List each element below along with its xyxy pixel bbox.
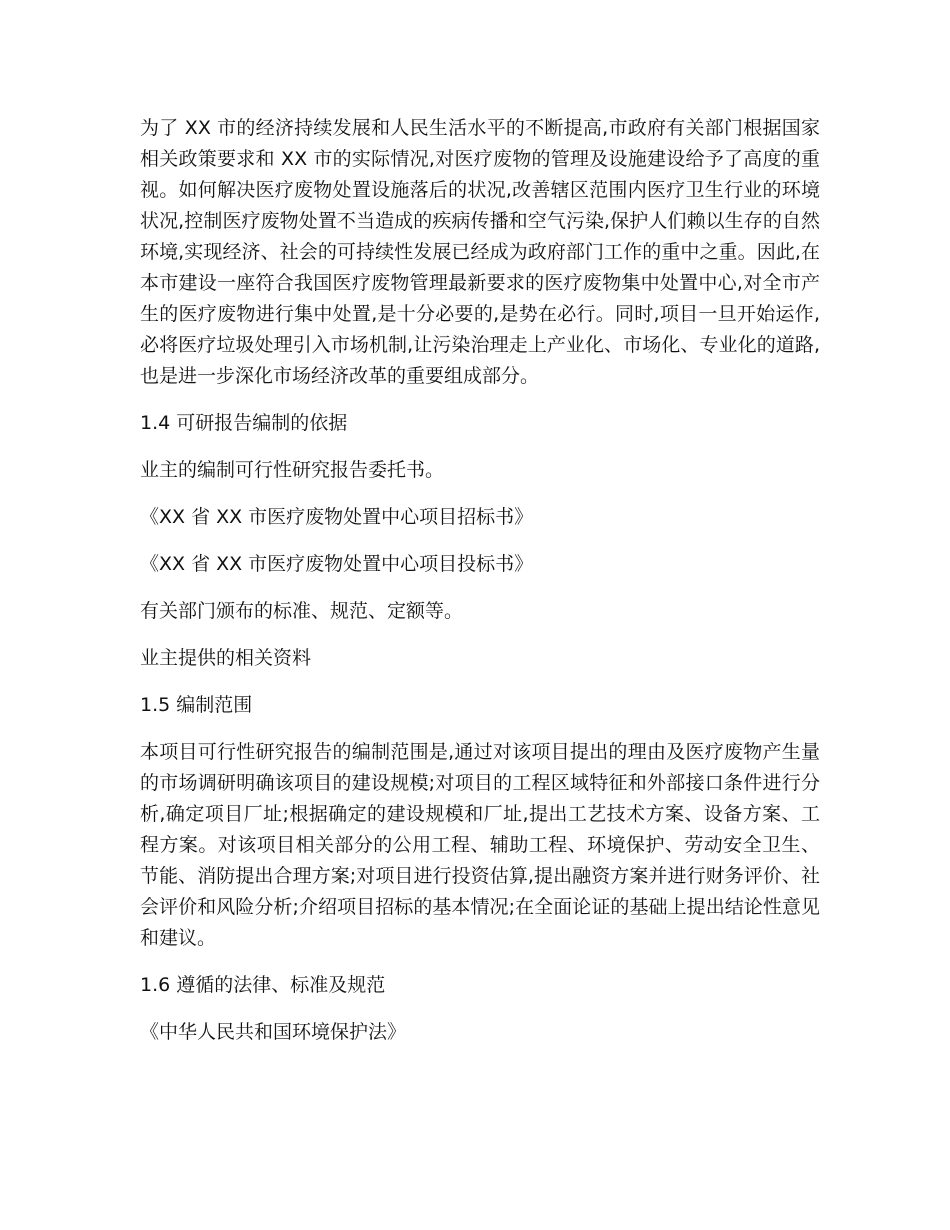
- intro-paragraph: 为了 XX 市的经济持续发展和人民生活水平的不断提高,市政府有关部门根据国家相关政策要求和 XX 市的实际情况,对医疗废物的管理及设施建设给予了高度的重视。如何解决医疗废物处置设施落后的状况,改善辖区范围内医疗卫生行业的环境状况,控制医疗废物处置不当造成的疾病传播和空气污染,保护人们赖以生存的自然环境,实现经济、社会的可持续性发展已经成为政府部门工作的重中之重。因此,在本市建设一座符合我国医疗废物管理最新要求的医疗废物集中处置中心,对全市产生的医疗废物进行集中处置,是十分必要的,是势在必行。同时,项目一旦开始运作,必将医疗垃圾处理引入市场机制,让污染治理走上产业化、市场化、专业化的道路,也是进一步深化市场经济改革的重要组成部分。: [140, 117, 820, 387]
- basis-item-owner-materials: 业主提供的相关资料: [140, 647, 312, 669]
- section-heading-1-4: 1.4 可研报告编制的依据: [140, 412, 348, 434]
- section-heading-1-5: 1.5 编制范围: [140, 694, 253, 716]
- basis-item-tender-bid: 《XX 省 XX 市医疗废物处置中心项目投标书》: [140, 553, 534, 575]
- basis-item-standards: 有关部门颁布的标准、规范、定额等。: [140, 600, 464, 622]
- scope-paragraph: 本项目可行性研究报告的编制范围是,通过对该项目提出的理由及医疗废物产生量的市场调研明确该项目的建设规模;对项目的工程区域特征和外部接口条件进行分析,确定项目厂址;根据确定的建设规模和厂址,提出工艺技术方案、设备方案、工程方案。对该项目相关部分的公用工程、辅助工程、环境保护、劳动安全卫生、节能、消防提出合理方案;对项目进行投资估算,提出融资方案并进行财务评价、社会评价和风险分析;介绍项目招标的基本情况;在全面论证的基础上提出结论性意见和建议。: [140, 741, 820, 949]
- basis-item-tender-invitation: 《XX 省 XX 市医疗废物处置中心项目招标书》: [140, 506, 534, 528]
- law-item-environmental-protection: 《中华人民共和国环境保护法》: [140, 1021, 407, 1043]
- document-body: [140, 113, 820, 1064]
- section-heading-1-6: 1.6 遵循的法律、标准及规范: [140, 974, 386, 996]
- basis-item-commission: 业主的编制可行性研究报告委托书。: [140, 459, 445, 481]
